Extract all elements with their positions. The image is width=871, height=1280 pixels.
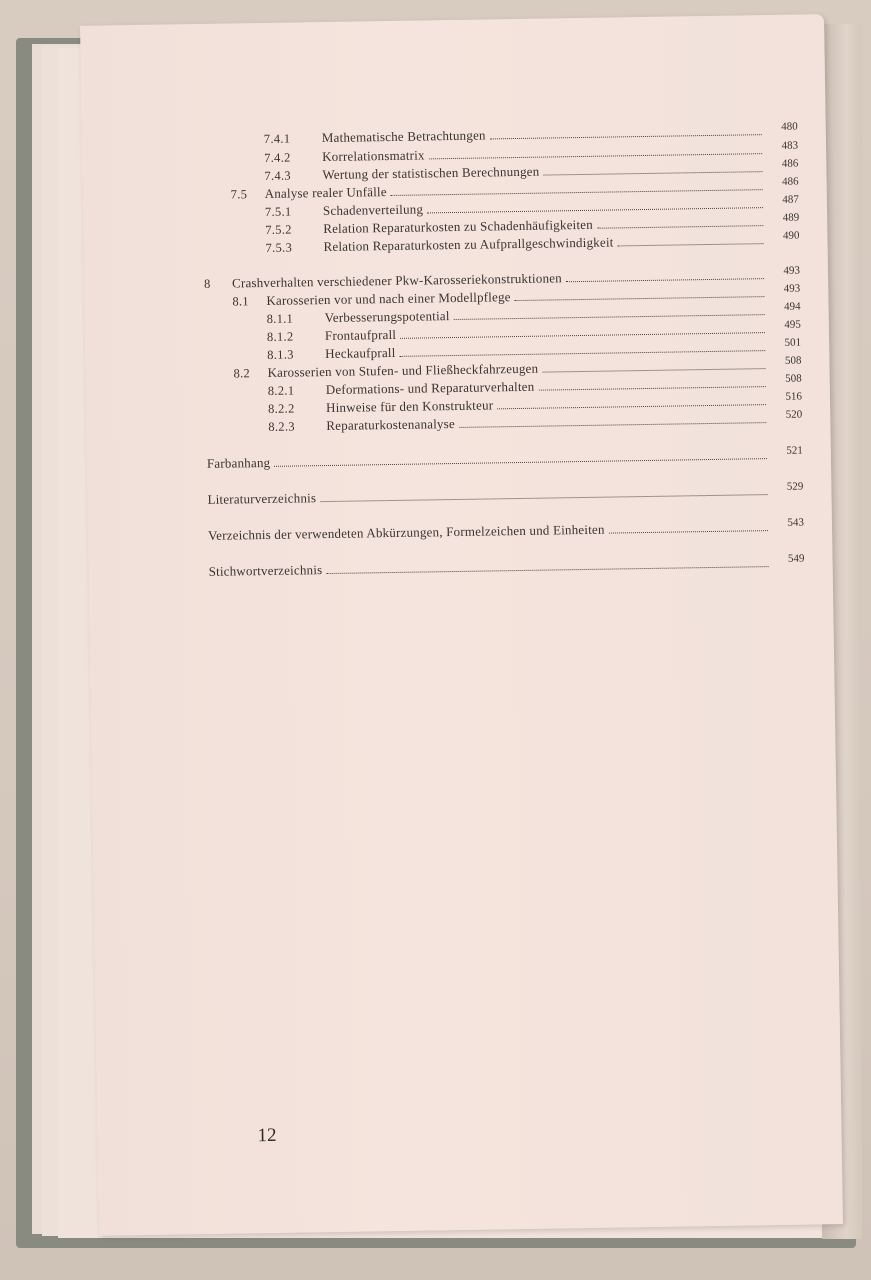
toc-entry-title: Verbesserungspotential — [324, 308, 450, 326]
dot-leader — [459, 411, 767, 428]
toc-entry-title: Karosserien von Stufen- und Fließheckfahrzeugen — [267, 360, 539, 380]
toc-entry-number: 7.4.1 — [263, 131, 291, 146]
toc-entry-page: 508 — [785, 372, 802, 385]
toc-entry-page: 495 — [784, 318, 801, 331]
dot-leader — [538, 375, 766, 391]
toc-entry-title: Literaturverzeichnis — [207, 490, 317, 507]
dot-leader — [454, 303, 765, 320]
dot-leader — [326, 555, 768, 574]
toc-entry-title: Korrelationsmatrix — [322, 147, 425, 165]
toc-entry — [87, 482, 831, 510]
toc-entry-page: 508 — [784, 354, 802, 367]
toc-entry-title: Relation Reparaturkosten zu Schadenhäufigkeiten — [323, 216, 594, 237]
toc-entry-title: Farbanhang — [206, 454, 271, 471]
toc-entry-number: 8.2.1 — [267, 383, 295, 398]
toc-entry — [89, 554, 833, 582]
toc-entry-number: 7.5.3 — [265, 240, 293, 255]
toc-entry-page: 516 — [785, 390, 803, 403]
dot-leader — [566, 267, 764, 282]
toc-entry-number: 8 — [204, 276, 211, 291]
toc-entry — [88, 518, 832, 546]
toc-entry-page: 486 — [781, 175, 799, 188]
toc-entry-page: 493 — [783, 282, 801, 295]
toc-entry-page: 480 — [781, 120, 798, 133]
toc-entry-page: 520 — [785, 408, 803, 421]
toc-entry — [87, 446, 831, 474]
dot-leader — [429, 142, 763, 159]
dot-leader — [320, 483, 767, 502]
toc-entry-title: Verzeichnis der verwendeten Abkürzungen, Formelzeichen und Einheiten — [207, 521, 605, 543]
toc-entry-number: 8.2 — [233, 366, 251, 381]
toc-entry-title-wrap — [209, 555, 773, 580]
dot-leader — [427, 196, 763, 213]
toc-entry-title-wrap — [207, 447, 771, 472]
dot-leader — [542, 357, 765, 373]
toc-entry-title: Hinweise für den Konstrukteur — [325, 397, 494, 416]
toc-entry-number: 7.5 — [230, 187, 248, 202]
toc-entry-title: Relation Reparaturkosten zu Aufprallgeschwindigkeit — [323, 234, 614, 255]
toc-entry-number: 8.1.1 — [266, 311, 294, 326]
toc-entry-title: Analyse realer Unfälle — [264, 184, 387, 201]
toc-entry-page: 529 — [786, 480, 804, 493]
toc-entry-number: 8.2.3 — [268, 419, 295, 434]
toc-entry-title: Wertung der statistischen Berechnungen — [322, 163, 540, 183]
page-number: 12 — [257, 1124, 277, 1147]
table-of-contents — [80, 14, 843, 1236]
toc-entry-number: 7.5.2 — [265, 222, 292, 237]
toc-entry-number: 8.1.2 — [266, 329, 294, 344]
toc-entry-title: Deformations- und Reparaturverhalten — [325, 378, 535, 398]
toc-entry-title: Karosserien vor und nach einer Modellpflege — [266, 289, 511, 308]
dot-leader — [515, 285, 765, 301]
toc-entry-page: 543 — [787, 516, 805, 529]
book-page — [80, 14, 843, 1236]
toc-entry-title: Schadenverteilung — [322, 201, 424, 219]
toc-entry-page: 486 — [781, 157, 799, 170]
dot-leader — [617, 232, 763, 246]
toc-entry-title: Frontaufprall — [324, 326, 397, 344]
toc-entry-title: Heckaufprall — [325, 344, 396, 362]
toc-entry-page: 483 — [781, 139, 799, 152]
dot-leader — [490, 123, 762, 139]
dot-leader — [597, 214, 763, 229]
toc-entry-page: 487 — [782, 193, 799, 206]
dot-leader — [274, 447, 767, 467]
dot-leader — [543, 160, 762, 175]
toc-entry-page: 521 — [786, 444, 803, 457]
toc-entry-page: 493 — [783, 264, 801, 277]
toc-entry-title-wrap — [207, 483, 771, 508]
toc-entry-page: 549 — [787, 552, 805, 565]
dot-leader — [497, 393, 766, 409]
toc-entry-title: Crashverhalten verschiedener Pkw-Karosseriekonstruktionen — [231, 270, 562, 291]
toc-entry-title: Mathematische Betrachtungen — [321, 127, 486, 146]
toc-entry-title: Reparaturkostenanalyse — [326, 416, 456, 434]
toc-entry-number: 7.5.1 — [264, 204, 292, 219]
toc-entry-number: 8.1 — [232, 294, 250, 309]
toc-entry-page: 494 — [783, 300, 801, 313]
toc-entry-number: 7.4.2 — [264, 150, 291, 165]
toc-entry-number: 7.4.3 — [264, 168, 292, 183]
toc-entry-page: 490 — [782, 229, 800, 242]
toc-entry-number: 8.2.2 — [267, 401, 295, 416]
toc-entry-title-wrap — [208, 519, 772, 544]
toc-entry-page: 489 — [782, 211, 800, 224]
toc-entry-title: Stichwortverzeichnis — [208, 562, 323, 579]
toc-entry-page: 501 — [784, 336, 802, 349]
dot-leader — [609, 519, 769, 534]
toc-entry-number: 8.1.3 — [267, 347, 294, 362]
